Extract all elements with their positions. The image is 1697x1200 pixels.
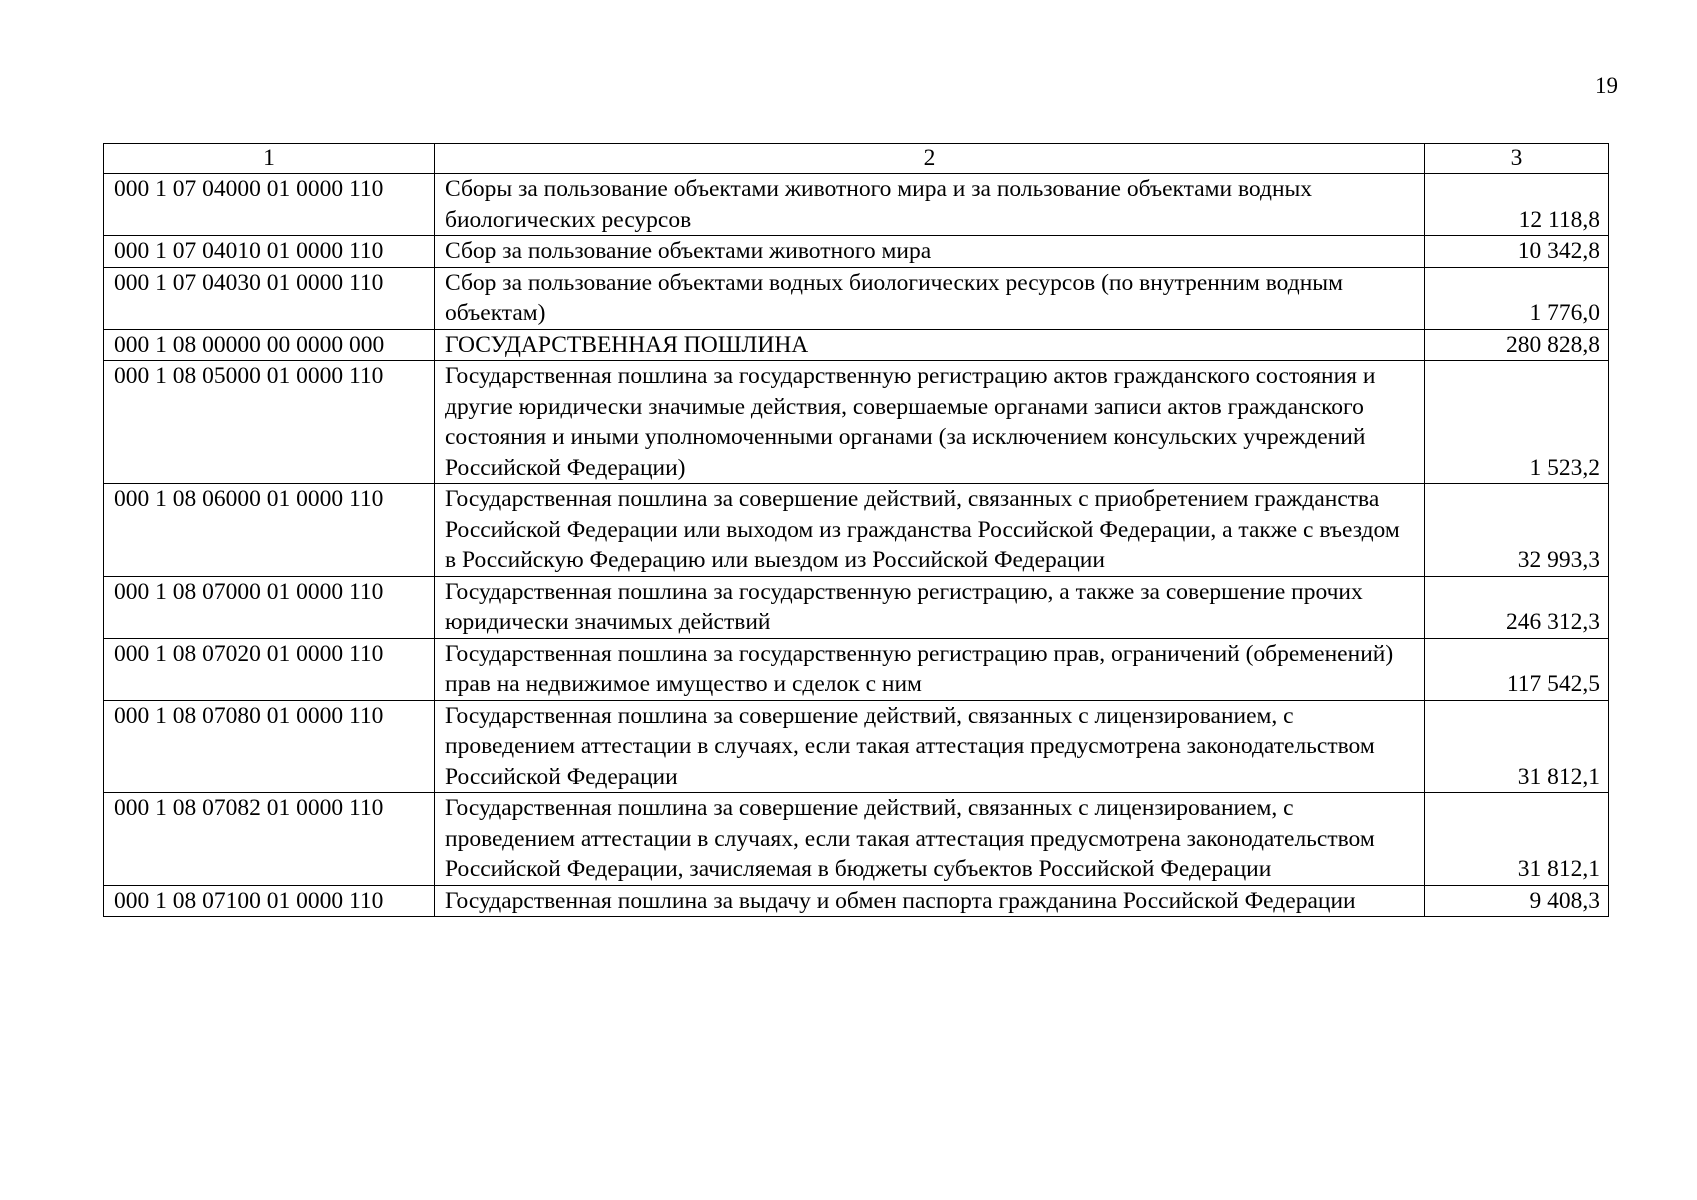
budget-code-cell: 000 1 08 07100 01 0000 110: [104, 885, 435, 917]
amount-cell: 12 118,8: [1425, 174, 1609, 236]
budget-code-cell: 000 1 08 07000 01 0000 110: [104, 576, 435, 638]
revenue-name-cell: Сбор за пользование объектами животного мира: [435, 236, 1425, 268]
revenue-name-cell: ГОСУДАРСТВЕННАЯ ПОШЛИНА: [435, 329, 1425, 361]
budget-code-cell: 000 1 07 04000 01 0000 110: [104, 174, 435, 236]
table-row: [104, 361, 1609, 484]
budget-code-cell: 000 1 08 07080 01 0000 110: [104, 700, 435, 793]
budget-revenue-table: [103, 143, 1609, 917]
revenue-name-cell: Государственная пошлина за выдачу и обмен паспорта гражданина Российской Федерации: [435, 885, 1425, 917]
revenue-name-cell: Государственная пошлина за государственную регистрацию актов гражданского состояния и другие юридически значимые действия, совершаемые органами записи актов гражданского состояния и иными уполномоченными органами (за исключением консульских учреждений Российской Федерации): [435, 361, 1425, 484]
revenue-name-cell: Государственная пошлина за государственную регистрацию, а также за совершение прочих юридически значимых действий: [435, 576, 1425, 638]
revenue-name-cell: Сборы за пользование объектами животного мира и за пользование объектами водных биологических ресурсов: [435, 174, 1425, 236]
table-row: [104, 793, 1609, 886]
table-row: [104, 576, 1609, 638]
table-row: [104, 329, 1609, 361]
page-number: 19: [1595, 73, 1618, 98]
budget-code-cell: 000 1 08 05000 01 0000 110: [104, 361, 435, 484]
amount-cell: 10 342,8: [1425, 236, 1609, 268]
table-row: [104, 885, 1609, 917]
budget-code-cell: 000 1 08 07020 01 0000 110: [104, 638, 435, 700]
table-row: [104, 236, 1609, 268]
revenue-name-cell: Государственная пошлина за совершение действий, связанных с лицензированием, с проведением аттестации в случаях, если такая аттестация предусмотрена законодательством Российской Федерации, зачисляемая в бюджеты субъектов Российской Федерации: [435, 793, 1425, 886]
table-row: [104, 700, 1609, 793]
amount-cell: 280 828,8: [1425, 329, 1609, 361]
amount-cell: 246 312,3: [1425, 576, 1609, 638]
table-row: [104, 638, 1609, 700]
table-row: [104, 484, 1609, 577]
column-header-code: 1: [104, 144, 435, 174]
budget-code-cell: 000 1 07 04010 01 0000 110: [104, 236, 435, 268]
amount-cell: 31 812,1: [1425, 700, 1609, 793]
amount-cell: 117 542,5: [1425, 638, 1609, 700]
budget-code-cell: 000 1 07 04030 01 0000 110: [104, 267, 435, 329]
budget-code-cell: 000 1 08 07082 01 0000 110: [104, 793, 435, 886]
revenue-name-cell: Государственная пошлина за совершение действий, связанных с лицензированием, с проведением аттестации в случаях, если такая аттестация предусмотрена законодательством Российской Федерации: [435, 700, 1425, 793]
revenue-name-cell: Государственная пошлина за совершение действий, связанных с приобретением гражданства Российской Федерации или выходом из гражданства Российской Федерации, а также с въездом в Российскую Федерацию или выездом из Российской Федерации: [435, 484, 1425, 577]
budget-code-cell: 000 1 08 00000 00 0000 000: [104, 329, 435, 361]
table-header-row: [104, 144, 1609, 174]
column-header-name: 2: [435, 144, 1425, 174]
revenue-name-cell: Сбор за пользование объектами водных биологических ресурсов (по внутренним водным объектам): [435, 267, 1425, 329]
table-row: [104, 267, 1609, 329]
amount-cell: 9 408,3: [1425, 885, 1609, 917]
amount-cell: 31 812,1: [1425, 793, 1609, 886]
amount-cell: 1 776,0: [1425, 267, 1609, 329]
amount-cell: 1 523,2: [1425, 361, 1609, 484]
table-row: [104, 174, 1609, 236]
revenue-name-cell: Государственная пошлина за государственную регистрацию прав, ограничений (обременений) прав на недвижимое имущество и сделок с ним: [435, 638, 1425, 700]
budget-code-cell: 000 1 08 06000 01 0000 110: [104, 484, 435, 577]
column-header-amount: 3: [1425, 144, 1609, 174]
amount-cell: 32 993,3: [1425, 484, 1609, 577]
